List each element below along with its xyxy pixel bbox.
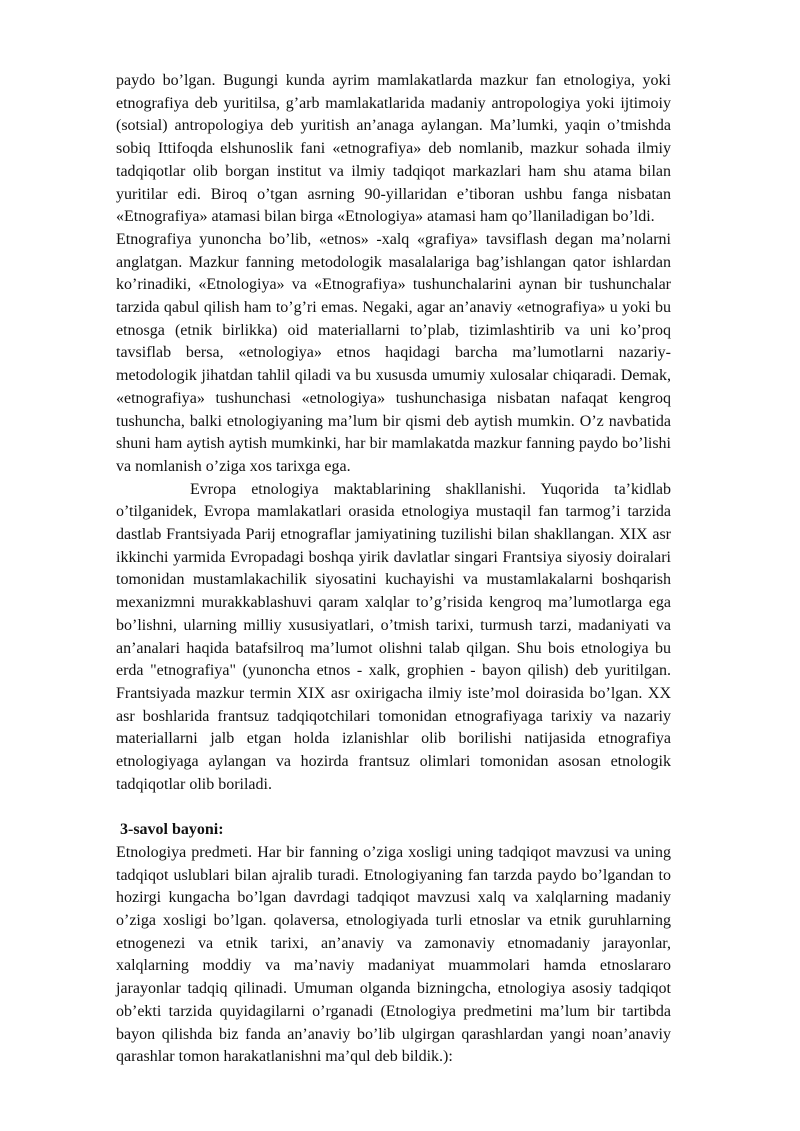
paragraph-origin-of-terms: paydo bo’lgan. Bugungi kunda ayrim mamlakatlarda mazkur fan etnologiya, yoki etnografiya deb yuritilsa, g’arb mamlakatlarida madaniy antropologiya yoki ijtimoiy (sotsial) antropologiya deb yuritish an’anaga aylangan. Ma’lumki, yaqin o’tmishda sobiq Ittifoqda elshunoslik fani «etnografiya» deb nomlanib, mazkur sohada ilmiy tadqiqotlar olib borgan institut va ilmiy tadqiqot markazlari ham shu atama bilan yuritilar edi. Biroq o’tgan asrning 90-yillaridan e’tiboran ushbu fanga nisbatan «Etnografiya» atamasi bilan birga «Etnologiya» atamasi ham qo’llaniladigan bo’ldi.: [116, 72, 671, 226]
section-heading: 3-savol bayoni:: [120, 821, 224, 839]
paragraph-etnografiya-meaning: Etnografiya yunoncha bo’lib, «etnos» -xalq «grafiya» tavsiflash degan ma’nolarni anglatgan. Mazkur fanning metodologik masalalariga bag’ishlangan qator ishlardan ko’rinadiki, «Etnologiya» va «Etnografiya» tushunchalarini aynan bir tushunchalar tarzida qabul qilish ham to’g’ri emas. Negaki, agar an’anaviy «etnografiya» u yoki bu etnosga (etnik birlikka) oid materiallarni to’plab, tizimlashtirib va uni ko’proq tavsiflab bersa, «etnologiya» etnos haqidagi barcha ma’lumotlarni nazariy-metodologik jihatdan tahlil qiladi va bu xususda umumiy xulosalar chiqaradi. Demak, «etnografiya» tushunchasi «etnologiya» tushunchasiga nisbatan nafaqat kengroq tushuncha, balki etnologiyaning ma’lum bir qismi deb aytish mumkin. O’z navbatida shuni ham aytish aytish mumkinki, har bir mamlakatda mazkur fanning paydo bo’lishi va nomlanish o’ziga xos tarixga ega.: [116, 230, 671, 475]
paragraph-european-schools: Evropa etnologiya maktablarining shakllanishi. Yuqorida ta’kidlab o’tilganidek, Evropa mamlakatlari orasida etnologiya mustaqil fan tarmog’i tarzida dastlab Frantsiyada Parij etnograflar jamiyatining tuzilishi bilan shakllangan. XIX asr ikkinchi yarmida Evropadagi boshqa yirik davlatlar singari Frantsiya siyosiy doiralari tomonidan mustamlakachilik siyosatini kuchayishi va mustamlakalarni boshqarish mexanizmni murakkablashuvi qaram xalqlar to’g’risida kengroq ma’lumotlarga ega bo’lishni, ularning milliy xususiyatlari, o’tmish tarixi, turmush tarzi, madaniyati va an’analari haqida batafsilroq ma’lumot olishni talab qilgan. Shu bois etnologiya bu erda "etnografiya" (yunoncha etnos - xalk, grophien - bayon qilish) deb yuritilgan. Frantsiyada mazkur termin XIX asr oxirigacha ilmiy iste’mol doirasida bo’lgan. XX asr boshlarida frantsuz tadqiqotchilari tomonidan etnografiyaga tarixiy va nazariy materiallarni jalb etgan holda izlanishlar olib borilishi natijasida etnografiya etnologiyaga aylangan va hozirda frantsuz olimlari tomonidan asosan etnologik tadqiqotlar olib boriladi.: [116, 480, 671, 793]
paragraph-spacer: [116, 797, 671, 820]
paragraph-subject-of-ethnology: Etnologiya predmeti. Har bir fanning o’ziga xosligi uning tadqiqot mavzusi va uning tadqiqot uslublari bilan ajralib turadi. Etnologiyaning fan tarzda paydo bo’lgandan to hozirgi kungacha bo’lgan davrdagi tadqiqot mavzusi xalq va xalqlarning madaniy o’ziga xosligi bo’lgan. qolaversa, etnologiyada turli etnoslar va etnik guruhlarning etnogenezi va etnik tarixi, an’anaviy va zamonaviy etnomadaniy jarayonlar, xalqlarning moddiy va ma’naviy madaniyat muammolari hamda etnoslararo jarayonlar tadqiq qilinadi. Umuman olganda bizningcha, etnologiya asosiy tadqiqot ob’ekti tarzida quyidagilarni o’rganadi (Etnologiya predmetini ma’lum bir tartibda bayon qilishda biz fanda an’anaviy bo’lib ulgirgan qarashlardan yangi noan’anaviy qarashlar tomon harakatlanishni ma’qul deb bildik.):: [116, 843, 671, 1066]
document-page: [116, 70, 671, 1069]
